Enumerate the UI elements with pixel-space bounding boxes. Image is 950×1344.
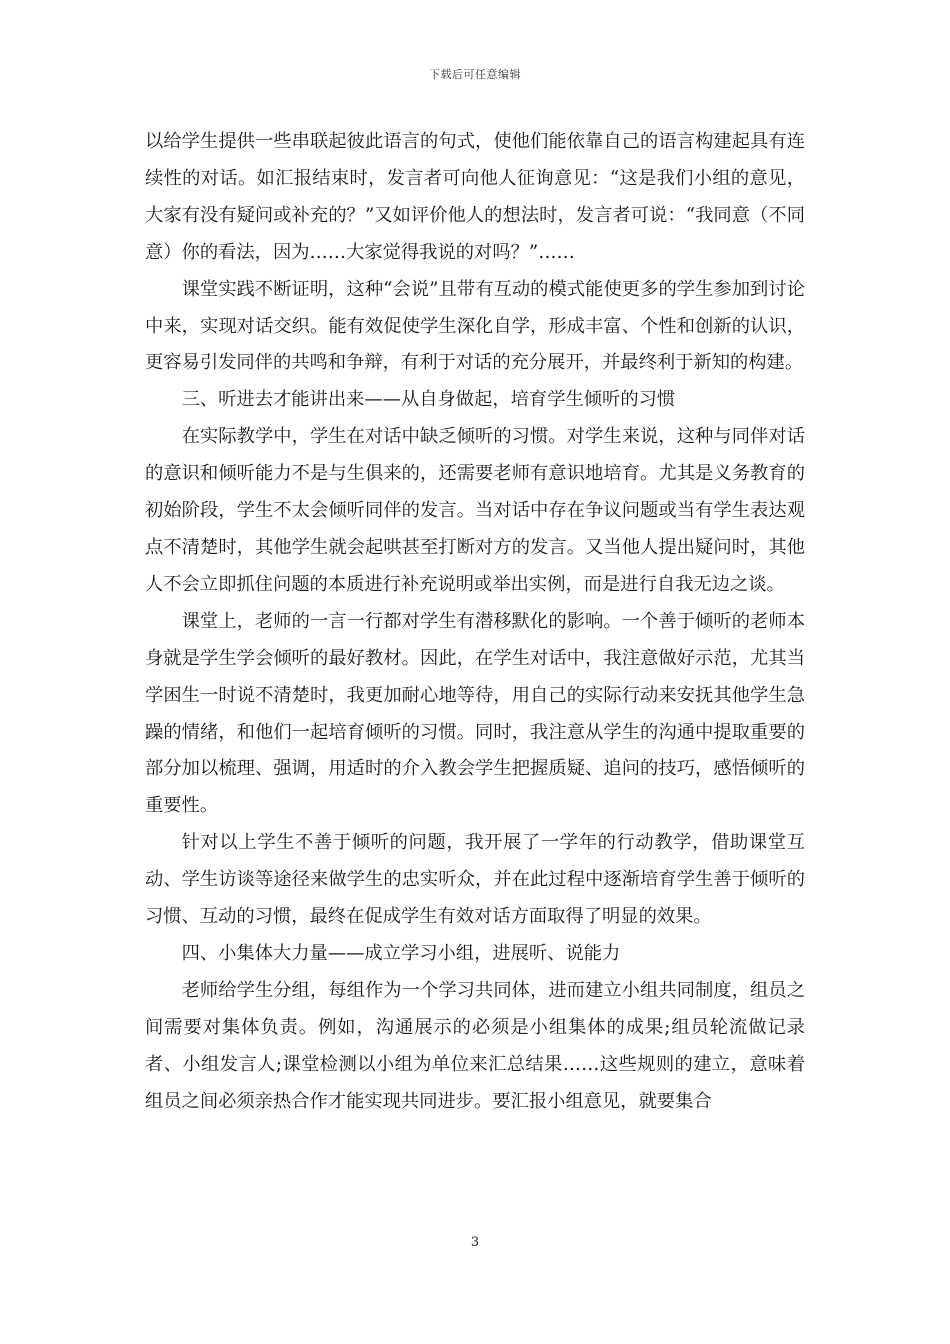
section-heading-4: 四、小集体大力量——成立学习小组，进展听、说能力: [181, 942, 621, 964]
paragraph-5: 课堂上，老师的一言一行都对学生有潜移默化的影响。一个善于倾听的老师本身就是学生学会倾听的最好教材。因此，在学生对话中，我注意做好示范，尤其当学困生一时说不清楚时，我更加耐心地等待，用自己的实际行动来安抚其他学生急躁的情绪，和他们一起培育倾听的习惯。同时，我注意从学生的沟通中提取重要的部分加以梳理、强调，用适时的介入教会学生把握质疑、追问的技巧，感悟倾听的重要性。: [145, 610, 805, 817]
paragraph-4: 在实际教学中，学生在对话中缺乏倾听的习惯。对学生来说，这种与同伴对话的意识和倾听能力不是与生俱来的，还需要老师有意识地培育。尤其是义务教育的初始阶段，学生不太会倾听同伴的发言。当对话中存在争议问题或当有学生表达观点不清楚时，其他学生就会起哄甚至打断对方的发言。又当他人提出疑问时，其他人不会立即抓住问题的本质进行补充说明或举出实例，而是进行自我无边之谈。: [145, 426, 805, 595]
section-heading-3: 三、听进去才能讲出来——从自身做起，培育学生倾听的习惯: [181, 389, 676, 411]
document-body: [145, 124, 805, 1120]
paragraph-8: 老师给学生分组，每组作为一个学习共同体，进而建立小组共同制度，组员之间需要对集体负责。例如，沟通展示的必须是小组集体的成果;组员轮流做记录者、小组发言人;课堂检测以小组为单位来汇总结果……这些规则的建立，意味着组员之间必须亲热合作才能实现共同进步。要汇报小组意见，就要集合: [145, 979, 805, 1112]
paragraph-1: 以给学生提供一些串联起彼此语言的句式，使他们能依靠自己的语言构建起具有连续性的对话。如汇报结束时，发言者可向他人征询意见：“这是我们小组的意见，大家有没有疑问或补充的？”又如评价他人的想法时，发言者可说：“我同意（不同意）你的看法，因为……大家觉得我说的对吗？”……: [145, 131, 805, 263]
page-header: 下载后可任意编辑: [429, 68, 521, 81]
page-number: 3: [470, 1235, 480, 1250]
paragraph-2: 课堂实践不断证明，这种“会说”且带有互动的模式能使更多的学生参加到讨论中来，实现对话交织。能有效促使学生深化自学，形成丰富、个性和创新的认识，更容易引发同伴的共鸣和争辩，有利于对话的充分展开，并最终利于新知的构建。: [145, 278, 805, 374]
paragraph-6: 针对以上学生不善于倾听的问题，我开展了一学年的行动教学，借助课堂互动、学生访谈等途径来做学生的忠实听众，并在此过程中逐渐培育学生善于倾听的习惯、互动的习惯，最终在促成学生有效对话方面取得了明显的效果。: [145, 832, 805, 928]
